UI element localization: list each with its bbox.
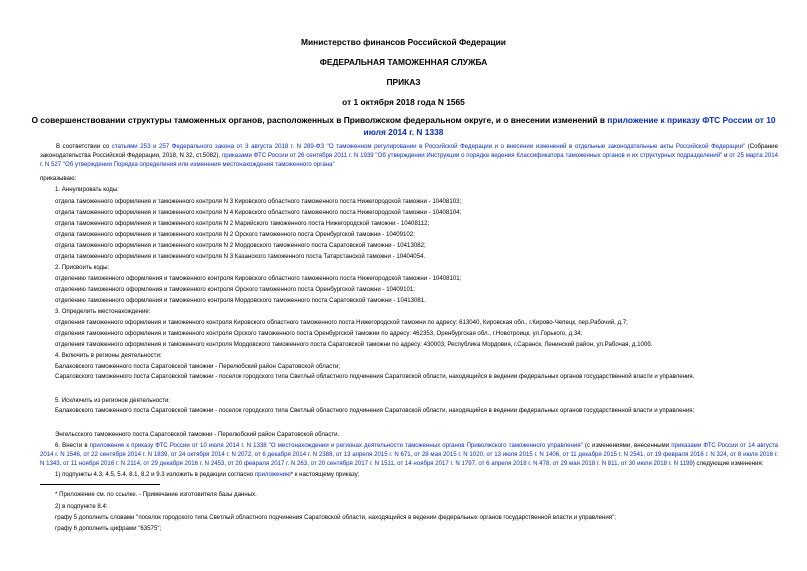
order-word: приказываю:	[40, 175, 77, 182]
section-2-item: отделению таможенного оформления и таможенного контроля Мордовского таможенного поста Саратовской таможни - 10413081.	[55, 297, 426, 304]
section-3-heading: 3. Определить местонахождение:	[55, 308, 151, 315]
footnote-note: * Приложение см. по ссылке. - Примечание изготовителя базы данных.	[55, 491, 257, 498]
section-4-heading: 4. Включить в регионы деятельности:	[55, 352, 162, 359]
footnote-line: 2) в подпункте 8.4:	[55, 503, 108, 510]
preamble-link-order-527[interactable]: от 25 марта 2014 г. N 527 "Об утверждении Порядка определения или изменения местонахождения таможенного органа"	[40, 151, 779, 168]
section-2-item: отделению таможенного оформления и таможенного контроля Кировского областного таможенного поста Нижегородской таможни - 10408101;	[55, 275, 462, 282]
preamble-text-3: и	[722, 151, 730, 159]
section-5-heading: 5. Исключить из регионов деятельности:	[55, 397, 171, 404]
section-6-subitem	[55, 471, 359, 479]
section-1-item: отдела таможенного оформления и таможенного контроля N 2 Орского таможенного поста Оренбургской таможни - 10409102;	[55, 231, 415, 238]
section-1-item: отдела таможенного оформления и таможенного контроля N 4 Кировского областного таможенного поста Нижегородской таможни - 10408104;	[55, 209, 462, 216]
section-1-item: отдела таможенного оформления и таможенного контроля N 2 Мордовского таможенного поста Саратовской таможни - 10413082;	[55, 242, 426, 249]
section-1-heading: 1. Аннулировать коды:	[55, 186, 119, 193]
section-6-paragraph	[40, 442, 778, 469]
preamble-link-law[interactable]: статьями 253 и 257 Федерального закона от 3 августа 2018 г. N 289-ФЗ "О таможенном регулировании в Российской Федерации и о внесении изменений в отдельные законодательные акты Российской Федерации"	[111, 143, 746, 150]
section-1-item: отдела таможенного оформления и таможенного контроля N 3 Кировского областного таможенного поста Нижегородской таможни - 10408103;	[55, 198, 462, 205]
preamble-paragraph	[40, 143, 778, 170]
section-6-subitem-text: 1) подпункты 4.3, 4.5, 5.4, 8.1, 8.2 и 9.3 изложить в редакции согласно	[55, 471, 255, 478]
footnote-line: графу 6 дополнить цифрами "63575";	[55, 525, 162, 532]
section-2-item: отделению таможенного оформления и таможенного контроля Орского таможенного поста Оренбургской таможни - 10409101;	[55, 286, 416, 293]
section-4-item: Саратовского таможенного поста Саратовской таможни - поселок городского типа Светлый областного подчинения Саратовской области, находящийся в ведении федеральных органов государственной власти и управления.	[55, 373, 695, 380]
section-3-item: отделения таможенного оформления и таможенного контроля Мордовского таможенного поста Саратовской таможни по адресу: 430003, Республика Мордовия, г.Саранск, Ленинский район, ул.Рабочая, д.100б.	[55, 341, 653, 348]
service-heading: ФЕДЕРАЛЬНАЯ ТАМОЖЕННАЯ СЛУЖБА	[319, 57, 488, 67]
title-link[interactable]: приложение к приказу ФТС России от 10 июля 2014 г. N 1338	[363, 115, 776, 137]
ministry-heading: Министерство финансов Российской Федерации	[301, 37, 506, 47]
section-6-link-appendix[interactable]: приложение к приказу ФТС России от 10 июля 2014 г. N 1338 "О местонахождении и регионах деятельности таможенных органов Приволжского таможенного управления"	[89, 442, 583, 449]
section-4-item: Балаковского таможенного поста Саратовской таможни - Перелюбский район Саратовской области;	[55, 363, 341, 370]
document-title	[30, 114, 777, 138]
section-6-subitem-link[interactable]: приложению	[254, 471, 291, 478]
section-2-heading: 2. Присвоить коды:	[55, 264, 110, 271]
doc-date-number: от 1 октября 2018 года N 1565	[342, 97, 465, 107]
section-6-link-orders[interactable]: приказами ФТС России от 14 августа 2014 г. N 1546, от 22 сентября 2014 г. N 1839, от 24 октября 2014 г. N 2072, от 8 декабря 2014 г. N 2388, от 13 апреля 2015 г. N 671, от 28 мая 2015 г. N 1020, от 13 июля 2015 г. N 1406, от 11 декабря 2015 г. N 2541, от 19 февраля 2016 г. N 324, от 8 июля 2016 г. N 1343, от 11 ноября 2016 г. N 2114, от 29 декабря 2016 г. N 2453, от 20 февраля 2017 г. N 263, от 20 сентября 2017 г. N 1511, от 14 ноября 2017 г. N 1797, от 6 апреля 2018 г. N 478, от 29 мая 2018 г. N 811, от 30 июля 2018 г. N 1199	[40, 442, 778, 467]
section-5-item: Энгельсского таможенного поста Саратовской таможни - Перелюбский район Саратовской области.	[55, 431, 340, 438]
section-3-item: отделения таможенного оформления и таможенного контроля Кировского областного таможенного поста Нижегородской таможни по адресу: 613040, Кировская обл., г.Кирово-Чепецк, пер.Рабочий, д.7;	[55, 319, 628, 326]
footnote-line: графу 5 дополнить словами "поселок городского типа Светлый областного подчинения Саратовской области, находящийся в ведении федеральных органов государственной власти и управления";	[55, 514, 616, 521]
doc-type-heading: ПРИКАЗ	[386, 77, 421, 87]
footnote-divider	[40, 484, 160, 485]
section-1-item: отдела таможенного оформления и таможенного контроля N 2 Марийского таможенного поста Нижегородской таможни - 10408112;	[55, 220, 430, 227]
preamble-text-2: (Собрание законодательства Российской Федерации, 2018, N 32, ст.5082),	[40, 143, 778, 159]
section-6-subitem-tail: * к настоящему приказу;	[290, 471, 360, 478]
section-6-text-2: (с изменениями, внесенными	[582, 442, 672, 449]
title-text: О совершенствовании структуры таможенных органов, расположенных в Приволжском федеральном округе, и о внесении изменений в	[31, 115, 608, 125]
section-5-item: Балаковского таможенного поста Саратовской таможни - поселок городского типа Светлый областного подчинения Саратовской области, находящийся в ведении федеральных органов государственной власти и управления;	[55, 407, 695, 414]
section-1-item: отдела таможенного оформления и таможенного контроля N 3 Казанского таможенного поста Татарстанской таможни - 10404054.	[55, 253, 426, 260]
section-3-item: отделения таможенного оформления и таможенного контроля Орского таможенного поста Оренбургской таможни по адресу: 462353, Оренбургская обл., г.Новотроицк, ул.Горького, д.34;	[55, 330, 583, 337]
preamble-text-1: В соответствии со	[56, 143, 112, 150]
preamble-link-order-1939[interactable]: приказами ФТС России от 26 сентября 2011 г. N 1939 "Об утверждении Инструкции о порядке ведения Классификатора таможенных органов и их структурных подразделений"	[221, 151, 723, 159]
section-6-text-3: ) следующие изменения:	[692, 459, 764, 467]
section-6-text-1: 6. Внести в	[55, 442, 90, 449]
